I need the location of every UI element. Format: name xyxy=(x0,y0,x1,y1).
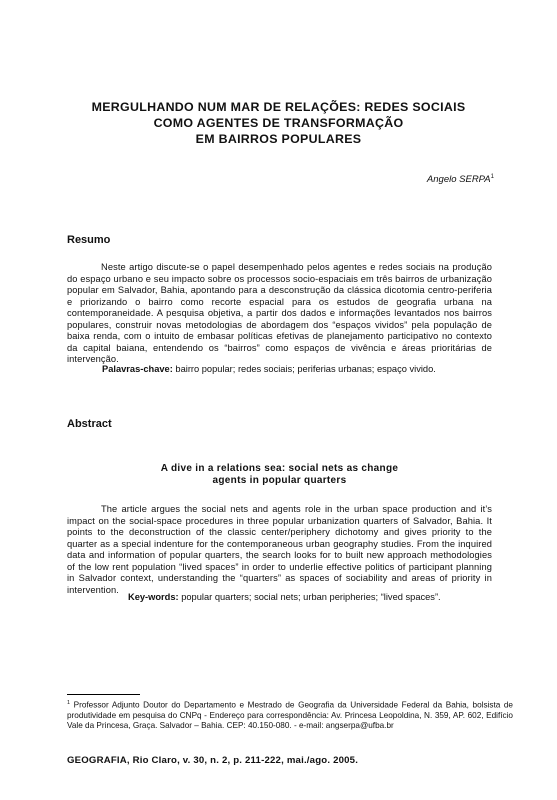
footnote xyxy=(67,698,513,731)
article-title xyxy=(60,99,497,147)
footnote-text: Professor Adjunto Doutor do Departamento e Mestrado de Geografia da Universidade Federal da Bahia, bolsista de produtividade em pesquisa do CNPq - Endereço para correspondência: Av. Princesa Leopoldina, N. 359, AP. 602, Edifício Vale da Princesa, Graça. Salvador – Bahia. CEP: 40.150-080. - e-mail: angserpa@ufba.br xyxy=(67,700,513,731)
resumo-keywords-value: bairro popular; redes sociais; periferias urbanas; espaço vivido. xyxy=(175,364,436,374)
resumo-keywords-label: Palavras-chave: xyxy=(102,364,173,374)
journal-citation: GEOGRAFIA, Rio Claro, v. 30, n. 2, p. 211-222, mai./ago. 2005. xyxy=(67,755,359,766)
abstract-subtitle xyxy=(67,463,492,487)
resumo-heading: Resumo xyxy=(67,234,111,246)
abstract-subtitle-line-1: A dive in a relations sea: social nets as change xyxy=(160,463,399,474)
resumo-text xyxy=(67,262,492,366)
author-name: Angelo SERPA xyxy=(426,174,491,186)
title-line-2: COMO AGENTES DE TRANSFORMAÇÃO xyxy=(153,116,404,130)
title-line-1: MERGULHANDO NUM MAR DE RELAÇÕES: REDES SOCIAIS xyxy=(91,100,466,114)
author-footnote-mark: 1 xyxy=(490,174,494,180)
abstract-text xyxy=(67,504,492,596)
author xyxy=(427,174,494,185)
abstract-keywords xyxy=(128,592,441,602)
title-line-3: EM BAIRROS POPULARES xyxy=(195,132,362,146)
abstract-keywords-label: Key-words: xyxy=(128,592,179,602)
abstract-subtitle-line-2: agents in popular quarters xyxy=(212,475,347,486)
resumo-body: Neste artigo discute-se o papel desempenhado pelos agentes e redes sociais na produção do espaço urbano e seu impacto sobre os processos socio-espaciais em três bairros de urbanização popular em Salvador, Bahia, apontando para a desconstrução da clássica dicotomia centro-periferia e priorizando o bairro como recorte espacial para os estudos de geografia urbana na contemporaneidade. A pesquisa objetiva, a partir dos dados e informações levantados nos bairros populares, construir novas metodologias de abordagem dos “espaços vividos” pela população de baixa renda, com o intuito de embasar políticas efetivas de planejamento participativo no contexto da capital baiana, entendendo os “bairros” como espaços de vivência e áreas prioritárias de intervenção. xyxy=(67,262,492,364)
abstract-body: The article argues the social nets and agents role in the urban space production and it’s impact on the social-space procedures in three popular urbanization quarters of Salvador, Bahia. It points to the deconstruction of the classic center/periphery dichotomy and gives priority to the quarter as a special indenture for the contemporaneous urban geography studies. From the inquired data and information of popular quarters, the search looks for to built new approach methodologies of the low rent population “lived spaces” in order to underlie effective politics of participant planning in Salvador context, understanding the “quarters” as spaces of sociability and areas of priority in intervention. xyxy=(67,504,492,595)
abstract-heading: Abstract xyxy=(67,418,112,430)
resumo-keywords xyxy=(102,364,436,374)
footnote-rule xyxy=(67,694,140,695)
abstract-keywords-value: popular quarters; social nets; urban peripheries; “lived spaces”. xyxy=(181,592,441,602)
footnote-mark: 1 xyxy=(67,700,71,706)
